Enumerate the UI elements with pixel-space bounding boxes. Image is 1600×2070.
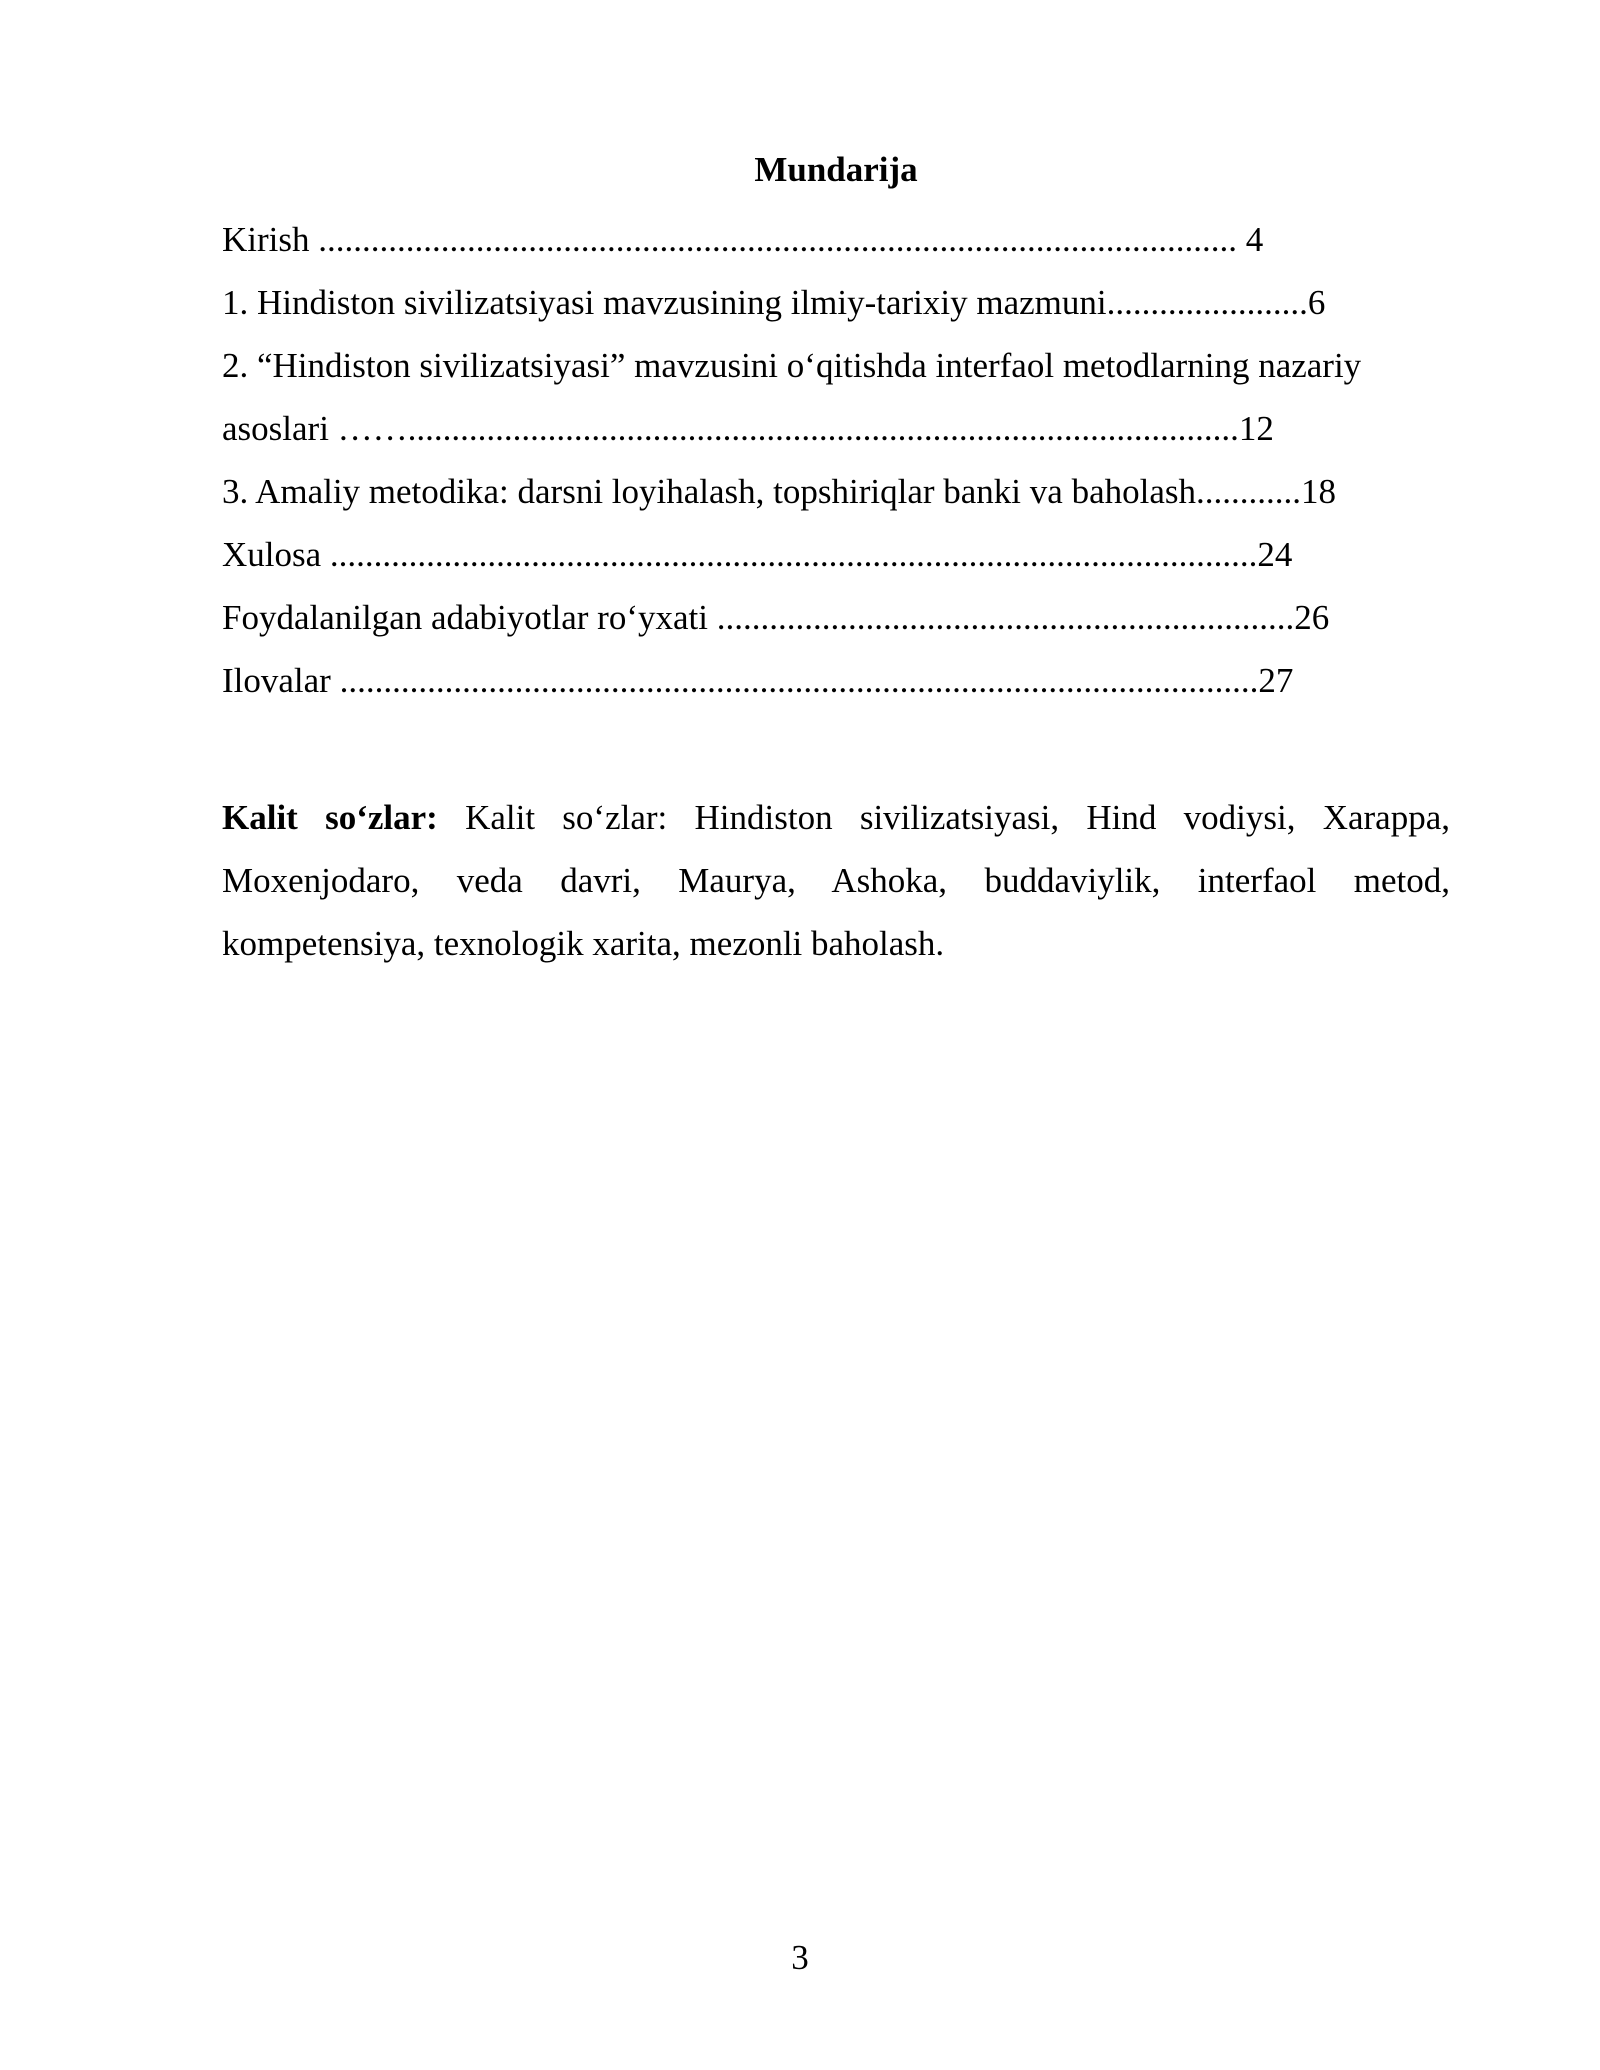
toc-entry-chapter-1: 1. Hindiston sivilizatsiyasi mavzusining ilmiy-tarixiy mazmuni.......................6 — [222, 283, 1326, 322]
toc-title: Mundarija — [754, 150, 918, 189]
toc-entry-introduction: Kirish ......................................................................................................... 4 — [222, 220, 1264, 259]
toc-entry-chapter-2-continued: asoslari ……...............................................................................................12 — [222, 409, 1274, 448]
keywords-label: Kalit so‘zlar: — [222, 798, 438, 837]
keywords-text: Kalit so‘zlar: Hindiston sivilizatsiyasi, Hind vodiysi, Xarappa, Moxenjodaro, veda davri, Maurya, Ashoka, buddaviylik, interfaol metod, kompetensiya, texnologik xarita, mezonli baholash. — [222, 798, 1450, 963]
toc-entry-references: Foydalanilgan adabiyotlar ro‘yxati ..................................................................26 — [222, 598, 1330, 637]
toc-entry-appendices: Ilovalar .........................................................................................................27 — [222, 661, 1294, 700]
keywords-paragraph — [222, 786, 1450, 975]
toc-entry-conclusion: Xulosa ..........................................................................................................24 — [222, 535, 1293, 574]
toc-entry-chapter-2: 2. “Hindiston sivilizatsiyasi” mavzusini o‘qitishda interfaol metodlarning nazariy — [222, 346, 1362, 385]
page-number: 3 — [791, 1938, 809, 1977]
toc-entry-chapter-3: 3. Amaliy metodika: darsni loyihalash, topshiriqlar banki va baholash............18 — [222, 472, 1336, 511]
page-content — [222, 146, 1450, 975]
toc-list — [222, 208, 1450, 712]
